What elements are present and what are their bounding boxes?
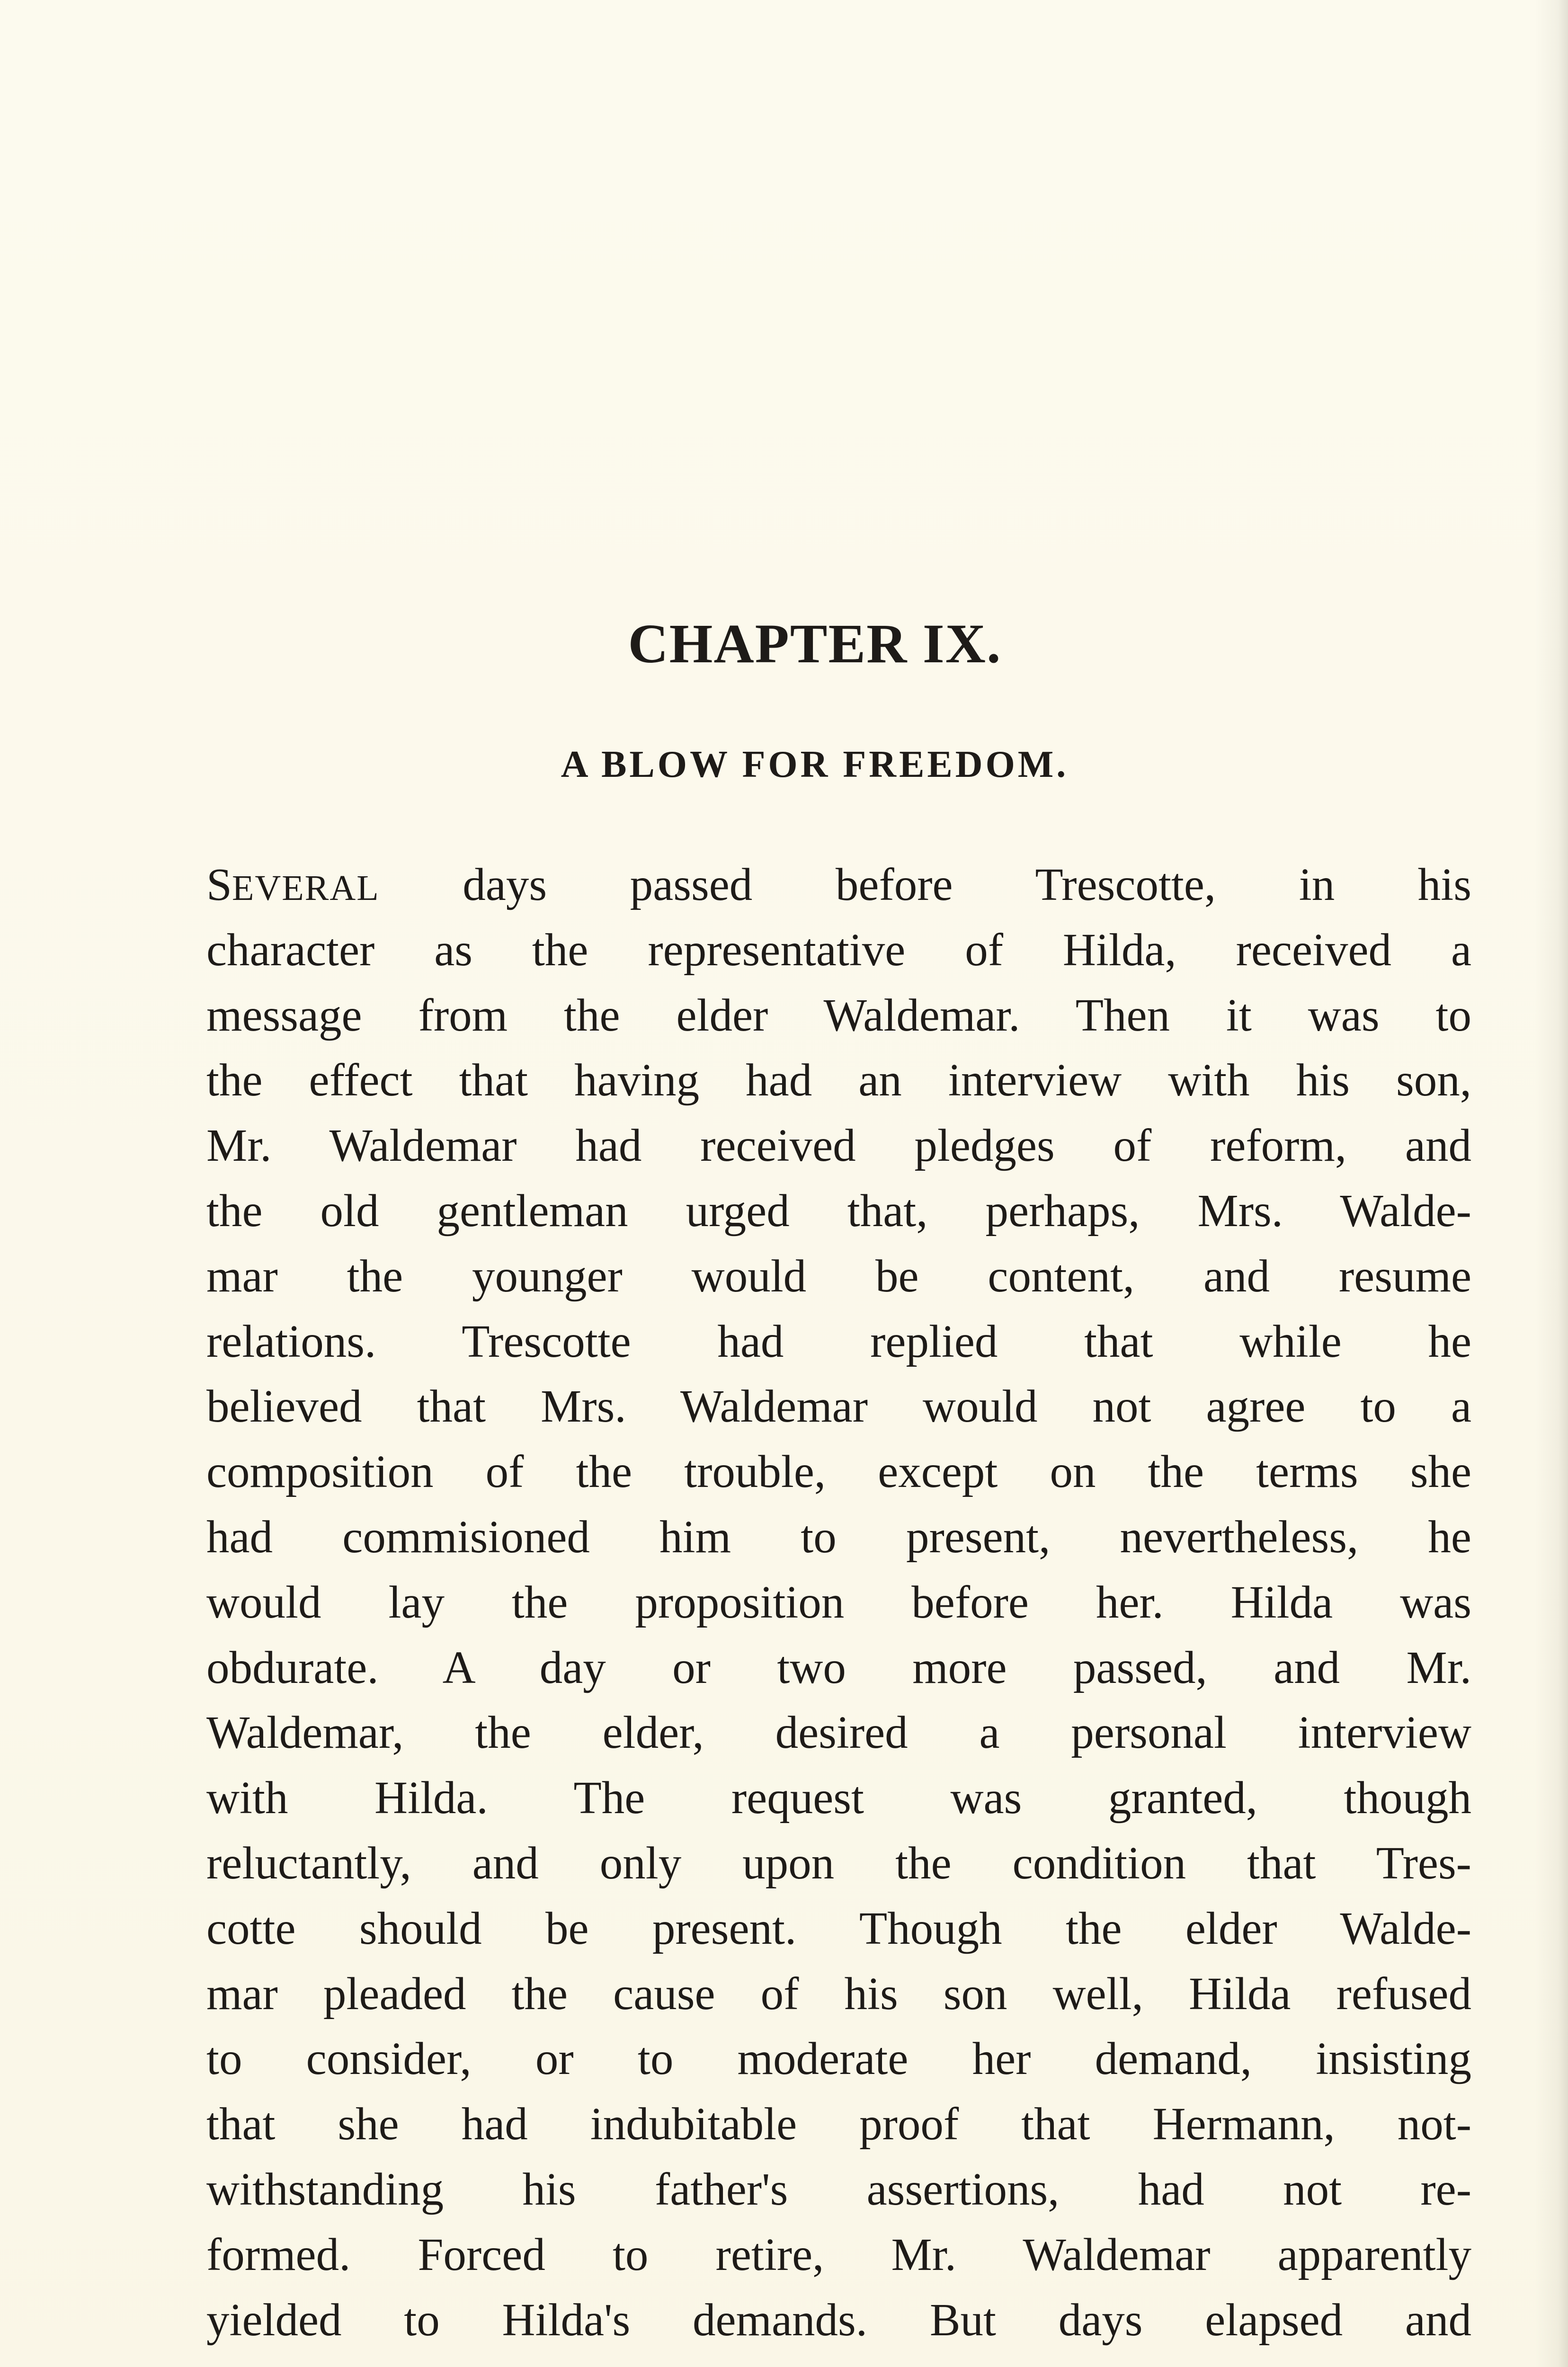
body-line: would lay the proposition before her. Hilda was: [206, 1576, 1471, 1628]
body-line: yielded to Hilda's demands. But days elapsed and: [206, 2294, 1471, 2345]
body-line: believed that Mrs. Waldemar would not agree to a: [206, 1381, 1471, 1432]
chapter-subtitle: A BLOW FOR FREEDOM.: [561, 744, 1069, 785]
small-caps-word: EVERAL: [232, 868, 380, 908]
body-line: formed. Forced to retire, Mr. Waldemar apparently: [206, 2229, 1471, 2280]
body-line: mar pleaded the cause of his son well, Hilda refused: [206, 1968, 1471, 2019]
body-line: withstanding his father's assertions, had not re-: [206, 2163, 1471, 2215]
body-line-0: [206, 852, 1471, 917]
body-line: had commisioned him to present, nevertheless, he: [206, 1511, 1471, 1562]
body-line: message from the elder Waldemar. Then it was to: [206, 989, 1471, 1041]
first-line-text: days passed before Trescotte, in his: [379, 859, 1471, 910]
body-line: mar the younger would be content, and resume: [206, 1250, 1471, 1301]
body-line: with Hilda. The request was granted, though: [206, 1772, 1471, 1824]
body-line: the effect that having had an interview with his son,: [206, 1055, 1471, 1106]
body-line: composition of the trouble, except on the terms she: [206, 1446, 1471, 1497]
chapter-body: [206, 852, 1471, 2352]
body-line: reluctantly, and only upon the condition that Tres-: [206, 1837, 1471, 1888]
body-line: Waldemar, the elder, desired a personal interview: [206, 1707, 1471, 1758]
body-line: relations. Trescotte had replied that while he: [206, 1316, 1471, 1367]
body-line: obdurate. A day or two more passed, and Mr.: [206, 1642, 1471, 1693]
drop-initial: S: [206, 859, 232, 910]
body-line: character as the representative of Hilda, received a: [206, 924, 1471, 975]
body-line: that she had indubitable proof that Hermann, not-: [206, 2099, 1471, 2150]
body-line: to consider, or to moderate her demand, insisting: [206, 2033, 1471, 2084]
body-line: the old gentleman urged that, perhaps, Mrs. Walde-: [206, 1185, 1471, 1236]
page-edge-shadow: [1535, 0, 1568, 2367]
body-line: cotte should be present. Though the elder Walde-: [206, 1903, 1471, 1954]
body-line: Mr. Waldemar had received pledges of reform, and: [206, 1120, 1471, 1171]
chapter-title: CHAPTER IX.: [628, 613, 1002, 675]
